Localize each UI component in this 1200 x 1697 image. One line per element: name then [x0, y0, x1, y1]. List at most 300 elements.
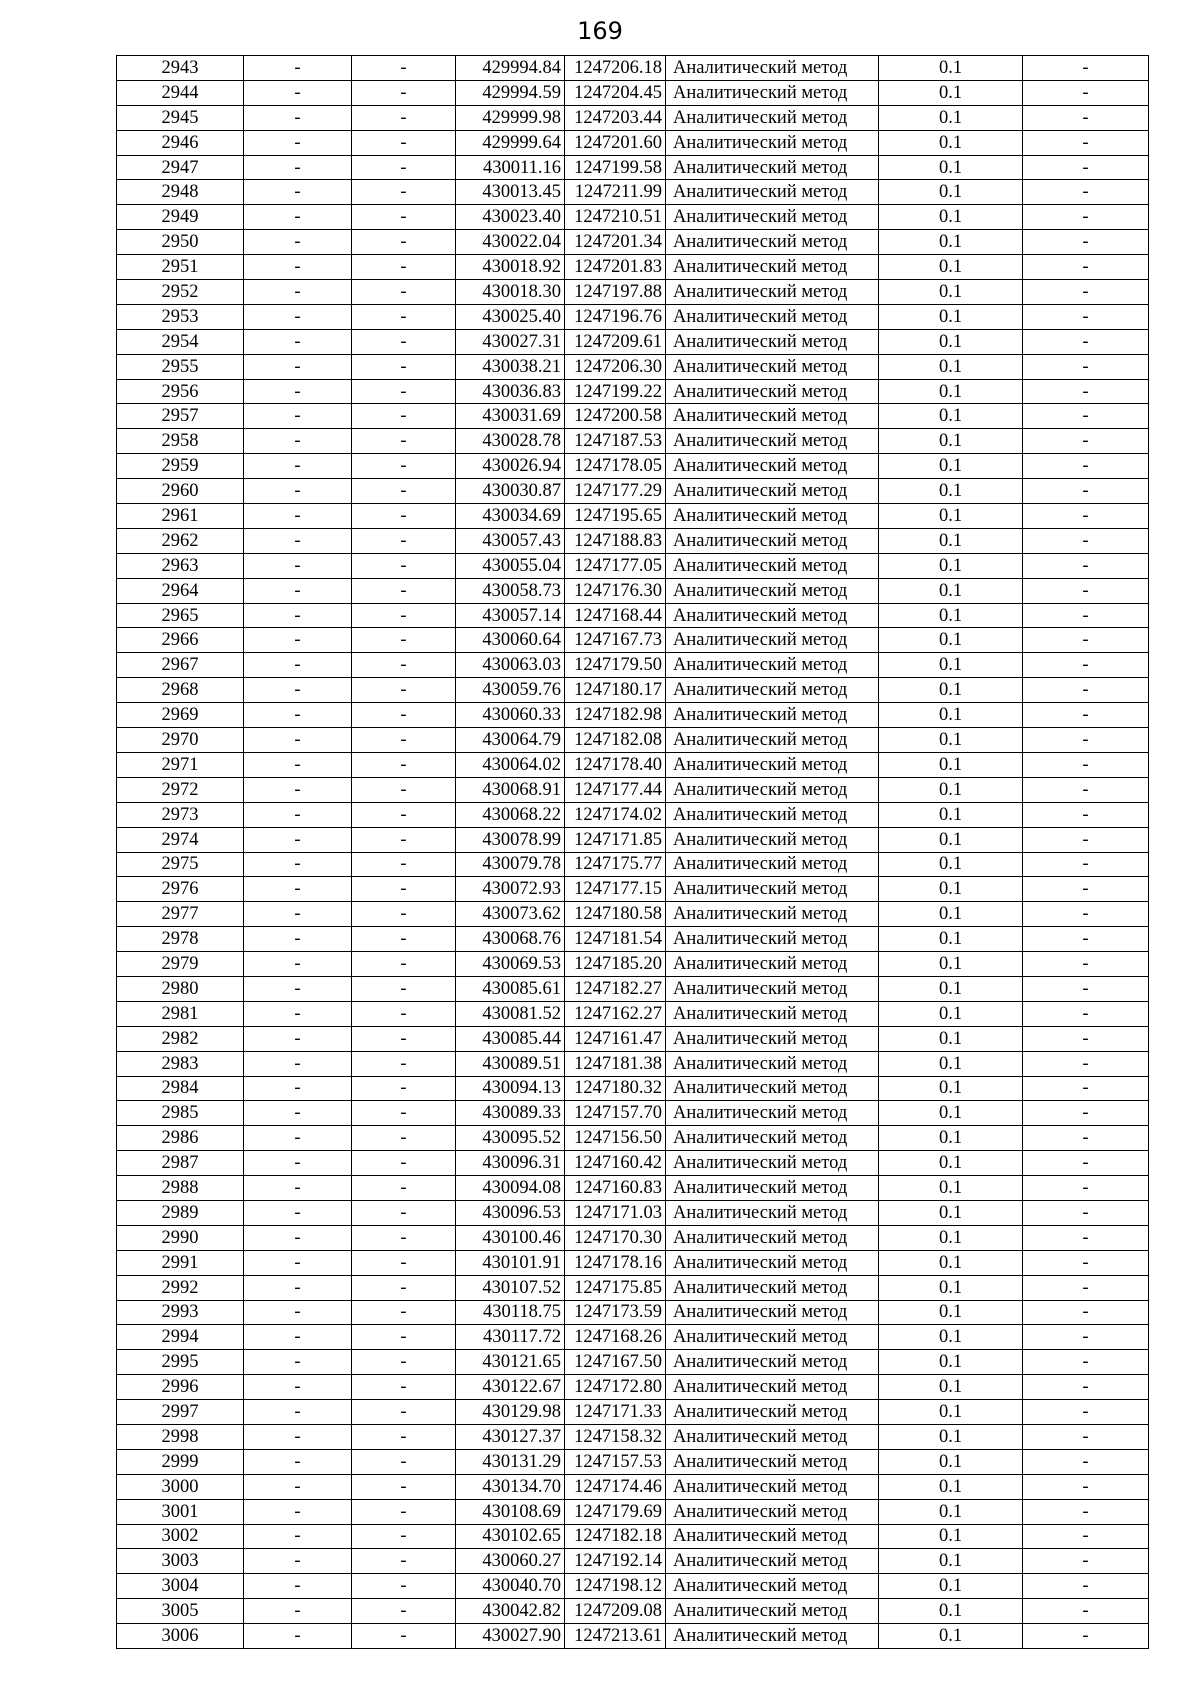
empty-value-cell: - [352, 553, 456, 578]
empty-value-cell: - [352, 105, 456, 130]
y-coordinate-cell: 1247180.17 [565, 678, 666, 703]
empty-value-cell: - [352, 1126, 456, 1151]
table-row [117, 902, 1149, 927]
table-row [117, 304, 1149, 329]
empty-value-cell: - [1023, 354, 1149, 379]
y-coordinate-cell: 1247196.76 [565, 304, 666, 329]
y-coordinate-cell: 1247171.85 [565, 827, 666, 852]
empty-value-cell: - [352, 1001, 456, 1026]
table-row [117, 1400, 1149, 1425]
empty-value-cell: - [244, 329, 352, 354]
point-number-cell: 2970 [117, 728, 244, 753]
method-cell: Аналитический метод [666, 230, 879, 255]
accuracy-cell: 0.1 [879, 1599, 1023, 1624]
method-cell: Аналитический метод [666, 80, 879, 105]
empty-value-cell: - [1023, 1101, 1149, 1126]
point-number-cell: 2986 [117, 1126, 244, 1151]
point-number-cell: 2966 [117, 628, 244, 653]
method-cell: Аналитический метод [666, 304, 879, 329]
table-row [117, 205, 1149, 230]
accuracy-cell: 0.1 [879, 80, 1023, 105]
accuracy-cell: 0.1 [879, 429, 1023, 454]
method-cell: Аналитический метод [666, 255, 879, 280]
empty-value-cell: - [244, 703, 352, 728]
empty-value-cell: - [352, 1375, 456, 1400]
empty-value-cell: - [1023, 1350, 1149, 1375]
x-coordinate-cell: 430022.04 [456, 230, 565, 255]
empty-value-cell: - [352, 976, 456, 1001]
empty-value-cell: - [352, 404, 456, 429]
empty-value-cell: - [244, 728, 352, 753]
y-coordinate-cell: 1247203.44 [565, 105, 666, 130]
x-coordinate-cell: 430107.52 [456, 1275, 565, 1300]
y-coordinate-cell: 1247199.22 [565, 379, 666, 404]
accuracy-cell: 0.1 [879, 528, 1023, 553]
point-number-cell: 2965 [117, 603, 244, 628]
empty-value-cell: - [244, 56, 352, 81]
x-coordinate-cell: 430027.31 [456, 329, 565, 354]
empty-value-cell: - [244, 454, 352, 479]
table-row [117, 728, 1149, 753]
y-coordinate-cell: 1247199.58 [565, 155, 666, 180]
y-coordinate-cell: 1247174.02 [565, 802, 666, 827]
accuracy-cell: 0.1 [879, 1624, 1023, 1649]
empty-value-cell: - [352, 1250, 456, 1275]
point-number-cell: 2968 [117, 678, 244, 703]
point-number-cell: 2973 [117, 802, 244, 827]
empty-value-cell: - [244, 1300, 352, 1325]
table-row [117, 80, 1149, 105]
empty-value-cell: - [352, 1225, 456, 1250]
accuracy-cell: 0.1 [879, 205, 1023, 230]
accuracy-cell: 0.1 [879, 1051, 1023, 1076]
point-number-cell: 2961 [117, 504, 244, 529]
empty-value-cell: - [352, 280, 456, 305]
method-cell: Аналитический метод [666, 802, 879, 827]
point-number-cell: 2963 [117, 553, 244, 578]
empty-value-cell: - [1023, 1424, 1149, 1449]
y-coordinate-cell: 1247182.18 [565, 1524, 666, 1549]
empty-value-cell: - [352, 1325, 456, 1350]
table-row [117, 1499, 1149, 1524]
empty-value-cell: - [244, 1250, 352, 1275]
table-row [117, 1051, 1149, 1076]
point-number-cell: 2948 [117, 180, 244, 205]
empty-value-cell: - [1023, 80, 1149, 105]
empty-value-cell: - [352, 927, 456, 952]
y-coordinate-cell: 1247188.83 [565, 528, 666, 553]
accuracy-cell: 0.1 [879, 777, 1023, 802]
method-cell: Аналитический метод [666, 1126, 879, 1151]
empty-value-cell: - [1023, 802, 1149, 827]
x-coordinate-cell: 430085.61 [456, 976, 565, 1001]
point-number-cell: 2987 [117, 1151, 244, 1176]
accuracy-cell: 0.1 [879, 1549, 1023, 1574]
y-coordinate-cell: 1247211.99 [565, 180, 666, 205]
empty-value-cell: - [1023, 1499, 1149, 1524]
empty-value-cell: - [244, 678, 352, 703]
accuracy-cell: 0.1 [879, 802, 1023, 827]
x-coordinate-cell: 430027.90 [456, 1624, 565, 1649]
empty-value-cell: - [1023, 902, 1149, 927]
empty-value-cell: - [244, 976, 352, 1001]
x-coordinate-cell: 430034.69 [456, 504, 565, 529]
empty-value-cell: - [1023, 1250, 1149, 1275]
empty-value-cell: - [1023, 578, 1149, 603]
x-coordinate-cell: 430096.31 [456, 1151, 565, 1176]
empty-value-cell: - [1023, 752, 1149, 777]
x-coordinate-cell: 430134.70 [456, 1474, 565, 1499]
empty-value-cell: - [352, 56, 456, 81]
empty-value-cell: - [244, 1026, 352, 1051]
empty-value-cell: - [352, 728, 456, 753]
empty-value-cell: - [352, 180, 456, 205]
x-coordinate-cell: 430011.16 [456, 155, 565, 180]
empty-value-cell: - [244, 429, 352, 454]
point-number-cell: 2945 [117, 105, 244, 130]
x-coordinate-cell: 430060.33 [456, 703, 565, 728]
empty-value-cell: - [244, 1176, 352, 1201]
empty-value-cell: - [352, 1275, 456, 1300]
empty-value-cell: - [244, 1549, 352, 1574]
x-coordinate-cell: 430042.82 [456, 1599, 565, 1624]
x-coordinate-cell: 430055.04 [456, 553, 565, 578]
x-coordinate-cell: 429994.84 [456, 56, 565, 81]
y-coordinate-cell: 1247180.32 [565, 1076, 666, 1101]
point-number-cell: 2982 [117, 1026, 244, 1051]
table-row [117, 628, 1149, 653]
accuracy-cell: 0.1 [879, 280, 1023, 305]
x-coordinate-cell: 430079.78 [456, 852, 565, 877]
empty-value-cell: - [1023, 1524, 1149, 1549]
accuracy-cell: 0.1 [879, 1499, 1023, 1524]
table-row [117, 1275, 1149, 1300]
point-number-cell: 2960 [117, 479, 244, 504]
point-number-cell: 2985 [117, 1101, 244, 1126]
empty-value-cell: - [244, 1499, 352, 1524]
y-coordinate-cell: 1247177.05 [565, 553, 666, 578]
empty-value-cell: - [352, 1400, 456, 1425]
empty-value-cell: - [352, 1200, 456, 1225]
x-coordinate-cell: 430089.51 [456, 1051, 565, 1076]
point-number-cell: 2997 [117, 1400, 244, 1425]
method-cell: Аналитический метод [666, 1275, 879, 1300]
empty-value-cell: - [244, 852, 352, 877]
table-row [117, 927, 1149, 952]
point-number-cell: 2954 [117, 329, 244, 354]
empty-value-cell: - [244, 902, 352, 927]
empty-value-cell: - [244, 205, 352, 230]
y-coordinate-cell: 1247187.53 [565, 429, 666, 454]
point-number-cell: 2992 [117, 1275, 244, 1300]
y-coordinate-cell: 1247175.85 [565, 1275, 666, 1300]
accuracy-cell: 0.1 [879, 752, 1023, 777]
y-coordinate-cell: 1247167.50 [565, 1350, 666, 1375]
accuracy-cell: 0.1 [879, 703, 1023, 728]
table-row [117, 1449, 1149, 1474]
point-number-cell: 2944 [117, 80, 244, 105]
empty-value-cell: - [352, 1599, 456, 1624]
empty-value-cell: - [244, 80, 352, 105]
y-coordinate-cell: 1247177.15 [565, 877, 666, 902]
table-row [117, 1599, 1149, 1624]
empty-value-cell: - [244, 379, 352, 404]
table-row [117, 56, 1149, 81]
point-number-cell: 3000 [117, 1474, 244, 1499]
empty-value-cell: - [352, 329, 456, 354]
table-row [117, 1474, 1149, 1499]
method-cell: Аналитический метод [666, 553, 879, 578]
table-row [117, 952, 1149, 977]
y-coordinate-cell: 1247201.60 [565, 130, 666, 155]
y-coordinate-cell: 1247161.47 [565, 1026, 666, 1051]
point-number-cell: 2981 [117, 1001, 244, 1026]
y-coordinate-cell: 1247195.65 [565, 504, 666, 529]
accuracy-cell: 0.1 [879, 1076, 1023, 1101]
accuracy-cell: 0.1 [879, 1126, 1023, 1151]
empty-value-cell: - [352, 80, 456, 105]
accuracy-cell: 0.1 [879, 504, 1023, 529]
method-cell: Аналитический метод [666, 1026, 879, 1051]
point-number-cell: 2971 [117, 752, 244, 777]
empty-value-cell: - [1023, 280, 1149, 305]
empty-value-cell: - [244, 628, 352, 653]
method-cell: Аналитический метод [666, 1225, 879, 1250]
method-cell: Аналитический метод [666, 1250, 879, 1275]
x-coordinate-cell: 430018.92 [456, 255, 565, 280]
method-cell: Аналитический метод [666, 1549, 879, 1574]
method-cell: Аналитический метод [666, 354, 879, 379]
accuracy-cell: 0.1 [879, 130, 1023, 155]
empty-value-cell: - [1023, 628, 1149, 653]
empty-value-cell: - [1023, 1624, 1149, 1649]
empty-value-cell: - [1023, 1400, 1149, 1425]
accuracy-cell: 0.1 [879, 1424, 1023, 1449]
y-coordinate-cell: 1247158.32 [565, 1424, 666, 1449]
point-number-cell: 2950 [117, 230, 244, 255]
point-number-cell: 2977 [117, 902, 244, 927]
method-cell: Аналитический метод [666, 1200, 879, 1225]
empty-value-cell: - [1023, 1574, 1149, 1599]
empty-value-cell: - [352, 528, 456, 553]
empty-value-cell: - [244, 1449, 352, 1474]
method-cell: Аналитический метод [666, 1076, 879, 1101]
empty-value-cell: - [352, 379, 456, 404]
accuracy-cell: 0.1 [879, 578, 1023, 603]
x-coordinate-cell: 430089.33 [456, 1101, 565, 1126]
y-coordinate-cell: 1247179.69 [565, 1499, 666, 1524]
accuracy-cell: 0.1 [879, 230, 1023, 255]
x-coordinate-cell: 430064.02 [456, 752, 565, 777]
empty-value-cell: - [1023, 454, 1149, 479]
table-row [117, 1574, 1149, 1599]
table-row [117, 1001, 1149, 1026]
point-number-cell: 2951 [117, 255, 244, 280]
x-coordinate-cell: 430081.52 [456, 1001, 565, 1026]
y-coordinate-cell: 1247201.83 [565, 255, 666, 280]
empty-value-cell: - [1023, 1449, 1149, 1474]
empty-value-cell: - [244, 404, 352, 429]
y-coordinate-cell: 1247178.40 [565, 752, 666, 777]
method-cell: Аналитический метод [666, 628, 879, 653]
table-row [117, 1176, 1149, 1201]
x-coordinate-cell: 430068.22 [456, 802, 565, 827]
empty-value-cell: - [1023, 1549, 1149, 1574]
empty-value-cell: - [244, 1524, 352, 1549]
x-coordinate-cell: 430108.69 [456, 1499, 565, 1524]
empty-value-cell: - [244, 553, 352, 578]
empty-value-cell: - [244, 1200, 352, 1225]
empty-value-cell: - [1023, 952, 1149, 977]
y-coordinate-cell: 1247177.29 [565, 479, 666, 504]
accuracy-cell: 0.1 [879, 404, 1023, 429]
empty-value-cell: - [244, 155, 352, 180]
table-row [117, 230, 1149, 255]
empty-value-cell: - [1023, 1275, 1149, 1300]
y-coordinate-cell: 1247171.33 [565, 1400, 666, 1425]
empty-value-cell: - [352, 752, 456, 777]
y-coordinate-cell: 1247157.70 [565, 1101, 666, 1126]
table-row [117, 578, 1149, 603]
accuracy-cell: 0.1 [879, 1474, 1023, 1499]
table-row [117, 752, 1149, 777]
accuracy-cell: 0.1 [879, 155, 1023, 180]
empty-value-cell: - [1023, 1126, 1149, 1151]
method-cell: Аналитический метод [666, 1574, 879, 1599]
accuracy-cell: 0.1 [879, 1574, 1023, 1599]
method-cell: Аналитический метод [666, 1001, 879, 1026]
empty-value-cell: - [352, 1549, 456, 1574]
x-coordinate-cell: 430023.40 [456, 205, 565, 230]
empty-value-cell: - [244, 1624, 352, 1649]
x-coordinate-cell: 430127.37 [456, 1424, 565, 1449]
x-coordinate-cell: 430038.21 [456, 354, 565, 379]
accuracy-cell: 0.1 [879, 1176, 1023, 1201]
point-number-cell: 2993 [117, 1300, 244, 1325]
x-coordinate-cell: 429994.59 [456, 80, 565, 105]
empty-value-cell: - [1023, 678, 1149, 703]
method-cell: Аналитический метод [666, 479, 879, 504]
table-row [117, 1350, 1149, 1375]
y-coordinate-cell: 1247170.30 [565, 1225, 666, 1250]
accuracy-cell: 0.1 [879, 105, 1023, 130]
y-coordinate-cell: 1247213.61 [565, 1624, 666, 1649]
method-cell: Аналитический метод [666, 1449, 879, 1474]
empty-value-cell: - [352, 1176, 456, 1201]
empty-value-cell: - [1023, 1599, 1149, 1624]
point-number-cell: 3003 [117, 1549, 244, 1574]
accuracy-cell: 0.1 [879, 728, 1023, 753]
empty-value-cell: - [352, 504, 456, 529]
table-row [117, 180, 1149, 205]
point-number-cell: 2994 [117, 1325, 244, 1350]
point-number-cell: 2978 [117, 927, 244, 952]
empty-value-cell: - [1023, 927, 1149, 952]
point-number-cell: 2980 [117, 976, 244, 1001]
table-row [117, 703, 1149, 728]
accuracy-cell: 0.1 [879, 1524, 1023, 1549]
table-row [117, 404, 1149, 429]
y-coordinate-cell: 1247192.14 [565, 1549, 666, 1574]
x-coordinate-cell: 430026.94 [456, 454, 565, 479]
table-row [117, 1325, 1149, 1350]
table-row [117, 976, 1149, 1001]
point-number-cell: 2949 [117, 205, 244, 230]
page-number: 169 [577, 17, 623, 45]
empty-value-cell: - [244, 578, 352, 603]
empty-value-cell: - [244, 603, 352, 628]
empty-value-cell: - [352, 130, 456, 155]
accuracy-cell: 0.1 [879, 354, 1023, 379]
y-coordinate-cell: 1247179.50 [565, 653, 666, 678]
x-coordinate-cell: 430101.91 [456, 1250, 565, 1275]
method-cell: Аналитический метод [666, 429, 879, 454]
empty-value-cell: - [1023, 1474, 1149, 1499]
point-number-cell: 2952 [117, 280, 244, 305]
accuracy-cell: 0.1 [879, 603, 1023, 628]
method-cell: Аналитический метод [666, 56, 879, 81]
method-cell: Аналитический метод [666, 1101, 879, 1126]
empty-value-cell: - [352, 454, 456, 479]
empty-value-cell: - [352, 1151, 456, 1176]
accuracy-cell: 0.1 [879, 479, 1023, 504]
y-coordinate-cell: 1247157.53 [565, 1449, 666, 1474]
empty-value-cell: - [1023, 155, 1149, 180]
empty-value-cell: - [352, 1350, 456, 1375]
accuracy-cell: 0.1 [879, 976, 1023, 1001]
empty-value-cell: - [244, 1424, 352, 1449]
empty-value-cell: - [1023, 777, 1149, 802]
y-coordinate-cell: 1247182.08 [565, 728, 666, 753]
x-coordinate-cell: 430094.13 [456, 1076, 565, 1101]
empty-value-cell: - [1023, 180, 1149, 205]
y-coordinate-cell: 1247172.80 [565, 1375, 666, 1400]
table-row [117, 777, 1149, 802]
empty-value-cell: - [1023, 1200, 1149, 1225]
x-coordinate-cell: 430096.53 [456, 1200, 565, 1225]
method-cell: Аналитический метод [666, 976, 879, 1001]
method-cell: Аналитический метод [666, 678, 879, 703]
x-coordinate-cell: 430129.98 [456, 1400, 565, 1425]
accuracy-cell: 0.1 [879, 1250, 1023, 1275]
point-number-cell: 2967 [117, 653, 244, 678]
y-coordinate-cell: 1247162.27 [565, 1001, 666, 1026]
point-number-cell: 2983 [117, 1051, 244, 1076]
method-cell: Аналитический метод [666, 1400, 879, 1425]
point-number-cell: 2984 [117, 1076, 244, 1101]
method-cell: Аналитический метод [666, 752, 879, 777]
empty-value-cell: - [1023, 105, 1149, 130]
empty-value-cell: - [352, 479, 456, 504]
empty-value-cell: - [1023, 1026, 1149, 1051]
empty-value-cell: - [352, 852, 456, 877]
y-coordinate-cell: 1247185.20 [565, 952, 666, 977]
table-row [117, 1250, 1149, 1275]
accuracy-cell: 0.1 [879, 1275, 1023, 1300]
table-row [117, 504, 1149, 529]
table-row [117, 1200, 1149, 1225]
empty-value-cell: - [244, 1101, 352, 1126]
empty-value-cell: - [352, 1051, 456, 1076]
point-number-cell: 2995 [117, 1350, 244, 1375]
method-cell: Аналитический метод [666, 777, 879, 802]
table-row [117, 553, 1149, 578]
x-coordinate-cell: 430131.29 [456, 1449, 565, 1474]
point-number-cell: 2990 [117, 1225, 244, 1250]
x-coordinate-cell: 430118.75 [456, 1300, 565, 1325]
y-coordinate-cell: 1247167.73 [565, 628, 666, 653]
empty-value-cell: - [352, 802, 456, 827]
